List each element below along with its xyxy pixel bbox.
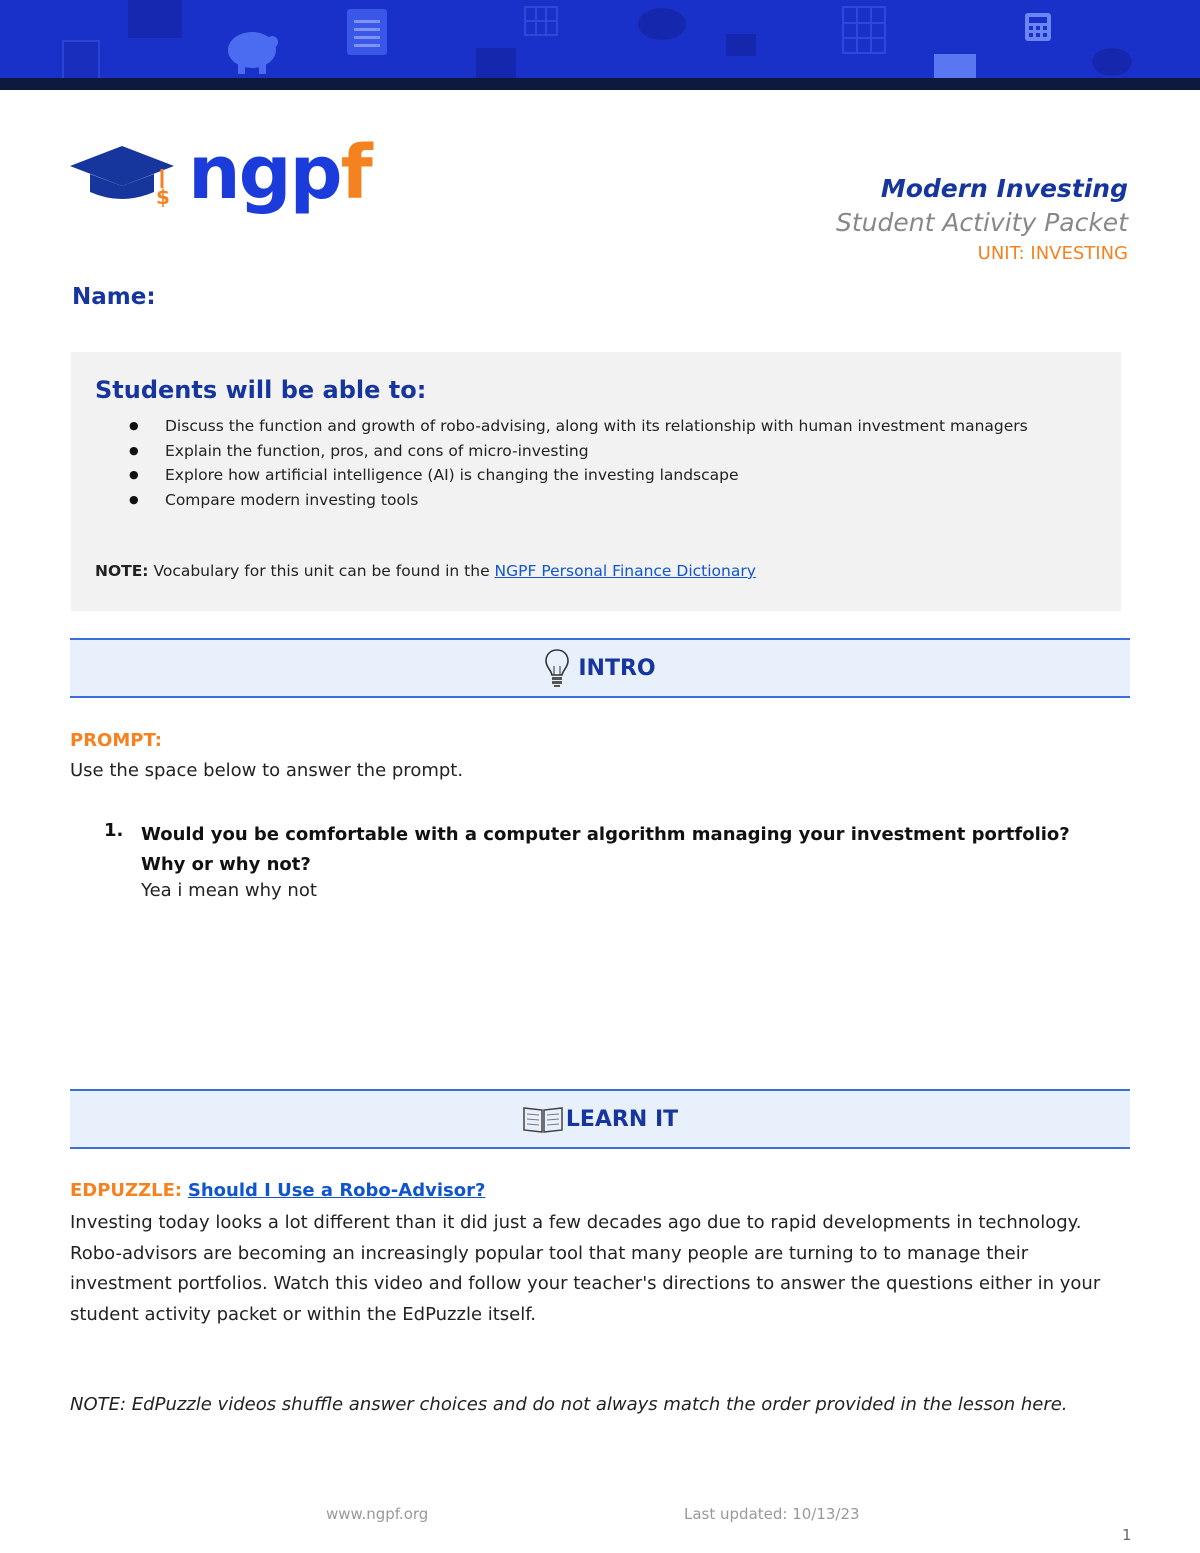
document-title: Modern Investing	[880, 174, 1128, 203]
question-number: 1.	[104, 820, 124, 841]
list-item: ● Discuss the function and growth of robo-advising, along with its relationship with human investment managers	[129, 414, 1079, 439]
folder-icon	[726, 34, 756, 56]
edpuzzle-label: EDPUZZLE:	[70, 1180, 183, 1201]
intro-label: INTRO	[578, 655, 656, 681]
document-header	[836, 172, 1128, 268]
svg-text:$: $	[156, 185, 170, 208]
document-subtitle: Student Activity Packet	[835, 208, 1128, 237]
page-number: 1	[1122, 1526, 1132, 1544]
prompt-label: PROMPT:	[70, 730, 162, 751]
folder-icon	[934, 54, 976, 78]
footer-last-updated: Last updated: 10/13/23	[684, 1505, 860, 1523]
open-book-icon	[522, 1104, 564, 1134]
list-item: ● Explore how artificial intelligence (AI) is changing the investing landscape	[129, 463, 1079, 488]
name-label: Name:	[72, 284, 156, 310]
graduation-cap-dollar-icon	[70, 146, 180, 208]
calculator-icon	[1024, 12, 1052, 42]
calculator-icon	[524, 6, 558, 36]
banner-stripe	[0, 78, 1200, 90]
vocabulary-note	[95, 562, 756, 580]
note-text: Vocabulary for this unit can be found in the	[148, 562, 495, 580]
footer-url[interactable]: www.ngpf.org	[326, 1505, 429, 1523]
folder-icon	[128, 0, 182, 38]
piggy-bank-icon	[222, 20, 282, 76]
list-item: ● Explain the function, pros, and cons of micro-investing	[129, 439, 1079, 464]
logo-wordmark	[188, 130, 371, 216]
document-icon	[346, 8, 388, 56]
answer-text[interactable]: Yea i mean why not	[141, 880, 317, 901]
intro-section-header	[70, 638, 1130, 698]
piggy-bank-icon	[634, 6, 692, 46]
objectives-list	[129, 414, 1079, 512]
logo-text-ngp: ngp	[188, 130, 341, 216]
list-item: ● Compare modern investing tools	[129, 488, 1079, 513]
learn-it-label: LEARN IT	[565, 1106, 679, 1132]
header-banner	[0, 0, 1200, 78]
ngpf-logo	[70, 130, 371, 218]
note-label: NOTE:	[95, 562, 149, 580]
document-icon	[62, 40, 100, 78]
piggy-bank-icon	[1090, 44, 1136, 78]
objectives-title: Students will be able to:	[95, 376, 427, 404]
prompt-instruction: Use the space below to answer the prompt.	[70, 760, 464, 781]
edpuzzle-video-link[interactable]: Should I Use a Robo-Advisor?	[187, 1180, 486, 1201]
folder-icon	[476, 48, 516, 78]
edpuzzle-note: NOTE: EdPuzzle videos shuffle answer choices and do not always match the order provided in the lesson here.	[70, 1394, 1068, 1415]
unit-label: UNIT: INVESTING	[977, 243, 1128, 264]
lightbulb-icon	[544, 648, 570, 688]
edpuzzle-description: Investing today looks a lot different than it did just a few decades ago due to rapid developments in technology. Robo-advisors are becoming an increasingly popular tool that many people are turning to to manage their investment portfolios. Watch this video and follow your teacher's directions to answer the questions either in your student activity packet or within the EdPuzzle itself.	[70, 1212, 1101, 1325]
question-text: Would you be comfortable with a computer algorithm managing your investment portfolio? Why or why not?	[141, 824, 1070, 875]
calculator-icon	[842, 6, 886, 54]
learn-it-section-header	[70, 1089, 1130, 1149]
logo-text-f: f	[340, 130, 371, 216]
dictionary-link[interactable]: NGPF Personal Finance Dictionary	[494, 562, 756, 580]
edpuzzle-heading	[70, 1180, 485, 1201]
objectives-box	[71, 352, 1121, 611]
